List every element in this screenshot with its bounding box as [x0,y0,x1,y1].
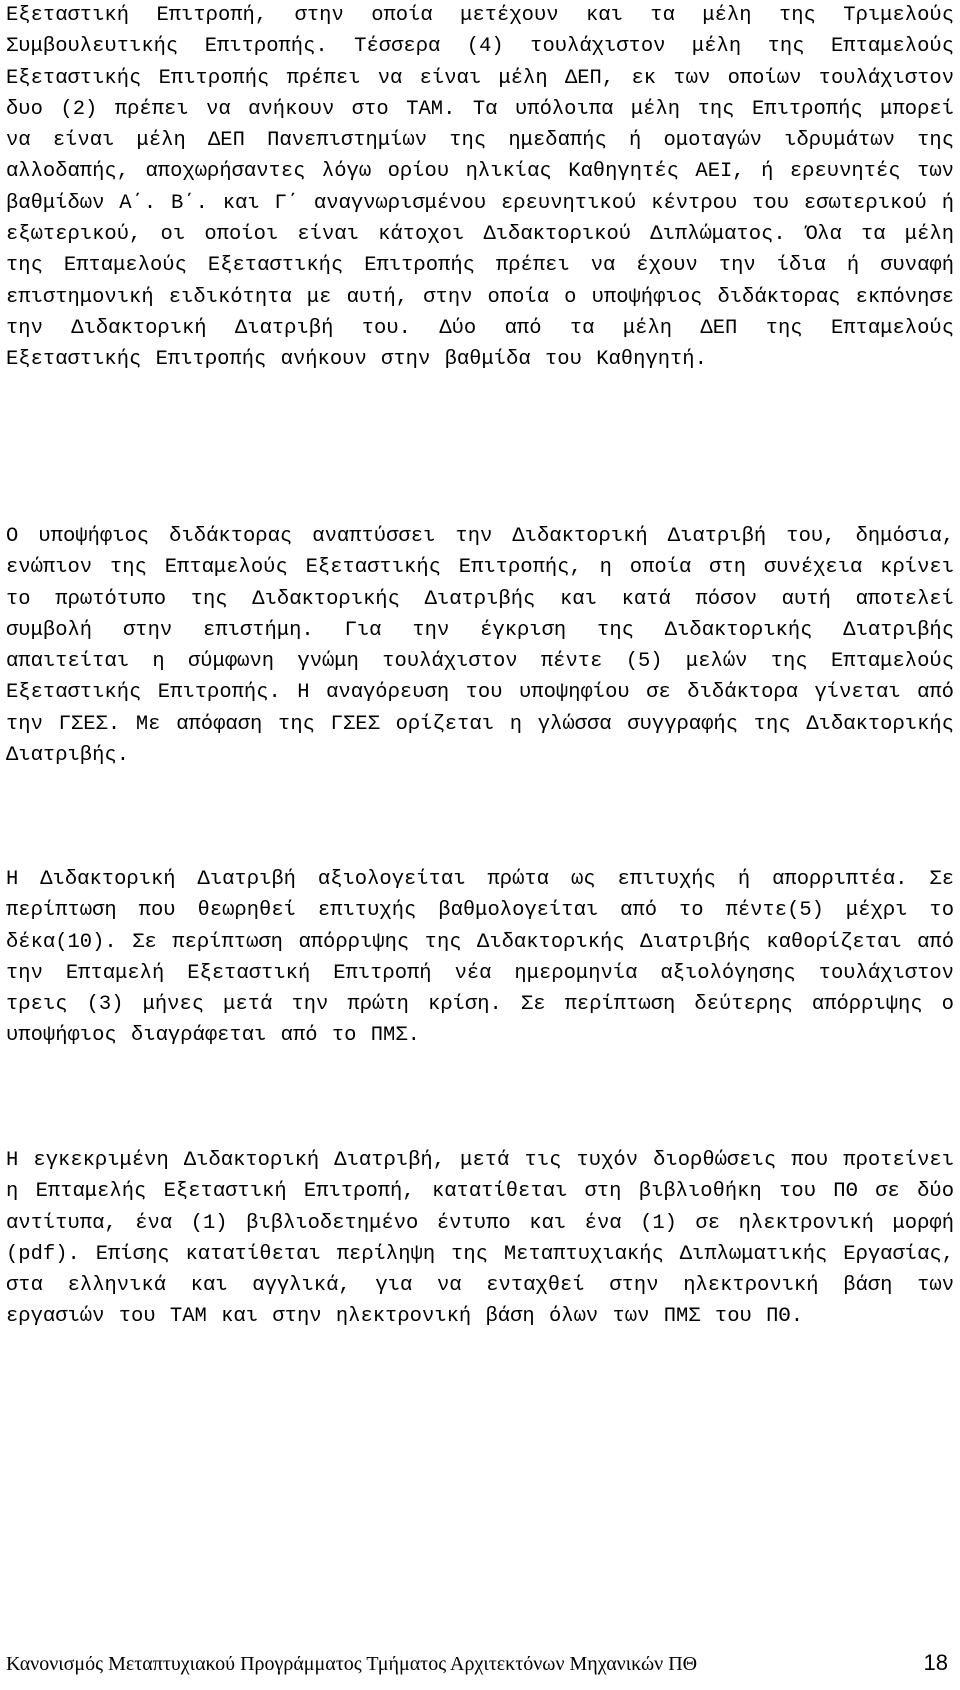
footer-title: Κανονισμός Μεταπτυχιακού Προγράμματος Τμήματος Αρχιτεκτόνων Μηχανικών ΠΘ [6,1653,698,1675]
paragraph-submission: Η εγκεκριμένη Διδακτορική Διατριβή, μετά τις τυχόν διορθώσεις που προτείνει η Επταμελής Εξεταστική Επιτροπή, κατατίθεται στη βιβλιοθήκη του ΠΘ σε δύο αντίτυπα, ένα (1) βιβλιοδετημένο έντυπο και ένα (1) σε ηλεκτρονική μορφή (pdf). Επίσης κατατίθεται περίληψη της Μεταπτυχιακής Διπλωματικής Εργασίας, στα ελληνικά και αγγλικά, για να ενταχθεί στην ηλεκτρονική βάση των εργασιών του ΤΑΜ και στην ηλεκτρονική βάση όλων των ΠΜΣ του ΠΘ. [6,1149,954,1329]
paragraph-public-defense: Ο υποψήφιος διδάκτορας αναπτύσσει την Διδακτορική Διατριβή του, δημόσια, ενώπιον της Επταμελούς Εξεταστικής Επιτροπής, η οποία στη συνέχεια κρίνει το πρωτότυπο της Διδακτορικής Διατριβής και κατά πόσον αυτή αποτελεί συμβολή στην επιστήμη. Για την έγκριση της Διδακτορικής Διατριβής απαιτείται η σύμφωνη γνώμη τουλάχιστον πέντε (5) μελών της Επταμελούς Εξεταστικής Επιτροπής. Η αναγόρευση του υποψηφίου σε διδάκτορα γίνεται από την ΓΣΕΣ. Με απόφαση της ΓΣΕΣ ορίζεται η γλώσσα συγγραφής της Διδακτορικής Διατριβής. [6,525,954,768]
paragraph-examination-committee: Εξεταστική Επιτροπή, στην οποία μετέχουν και τα μέλη της Τριμελούς Συμβουλευτικής Επιτροπής. Τέσσερα (4) τουλάχιστον μέλη της Επταμελούς Εξεταστικής Επιτροπής πρέπει να είναι μέλη ΔΕΠ, εκ των οποίων τουλάχιστον δυο (2) πρέπει να ανήκουν στο ΤΑΜ. Τα υπόλοιπα μέλη της Επιτροπής μπορεί να είναι μέλη ΔΕΠ Πανεπιστημίων της ημεδαπής ή ομοταγών ιδρυμάτων της αλλοδαπής, αποχωρήσαντες λόγω ορίου ηλικίας Καθηγητές ΑΕΙ, ή ερευνητές των βαθμίδων Α΄. Β΄. και Γ΄ αναγνωρισμένου ερευνητικού κέντρου του εσωτερικού ή εξωτερικού, οι οποίοι είναι κάτοχοι Διδακτορικού Διπλώματος. Όλα τα μέλη της Επταμελούς Εξεταστικής Επιτροπής πρέπει να έχουν την ίδια ή συναφή επιστημονική ειδικότητα με αυτή, στην οποία ο υποψήφιος διδάκτορας εκπόνησε την Διδακτορική Διατριβή του. Δύο από τα μέλη ΔΕΠ της Επταμελούς Εξεταστικής Επιτροπής ανήκουν στην βαθμίδα του Καθηγητή. [6,4,954,372]
paragraph-evaluation: Η Διδακτορική Διατριβή αξιολογείται πρώτα ως επιτυχής ή απορριπτέα. Σε περίπτωση που θεωρηθεί επιτυχής βαθμολογείται από το πέντε(5) μέχρι το δέκα(10). Σε περίπτωση απόρριψης της Διδακτορικής Διατριβής καθορίζεται από την Επταμελή Εξεταστική Επιτροπή νέα ημερομηνία αξιολόγησης τουλάχιστον τρεις (3) μήνες μετά την πρώτη κρίση. Σε περίπτωση δεύτερης απόρριψης ο υποψήφιος διαγράφεται από το ΠΜΣ. [6,868,954,1048]
page-number: 18 [923,1650,948,1675]
